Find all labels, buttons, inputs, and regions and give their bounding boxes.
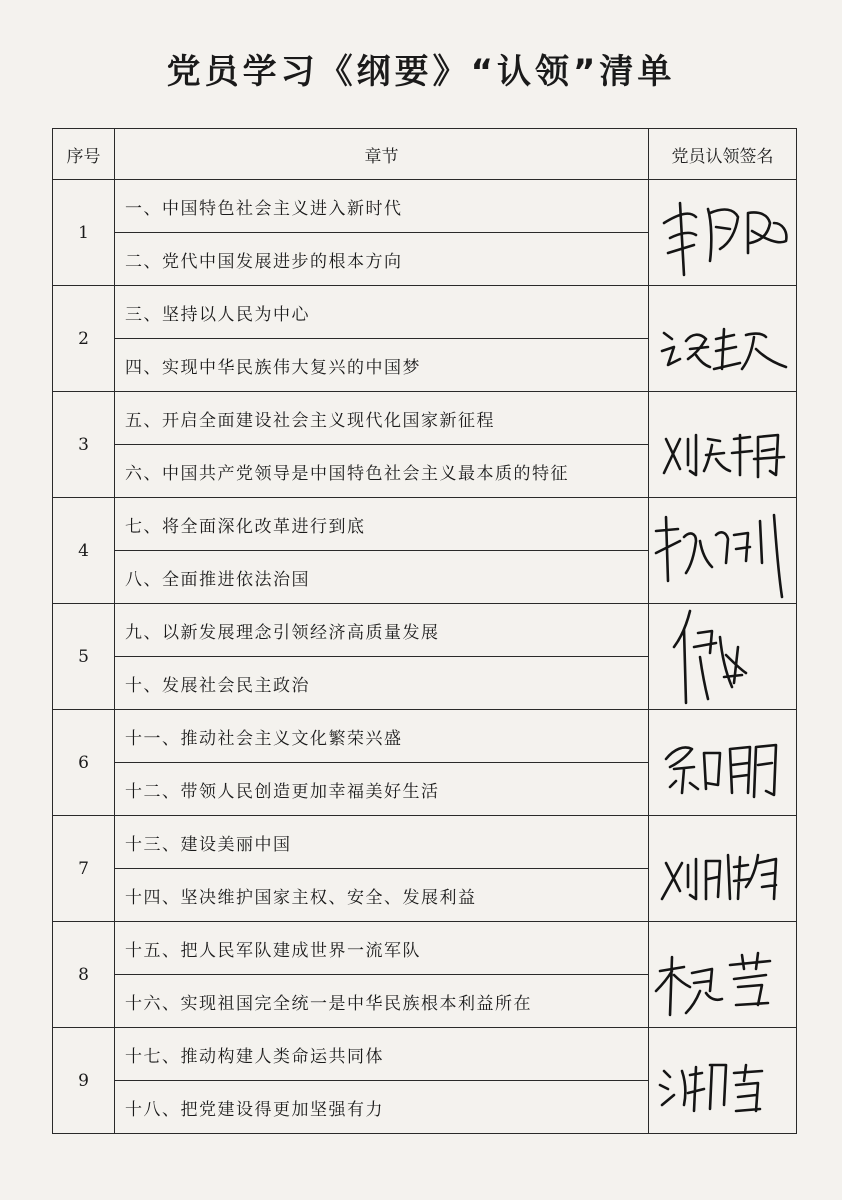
claim-table — [52, 128, 797, 1134]
row-number: 7 — [53, 816, 115, 922]
row-number: 6 — [53, 710, 115, 816]
handwritten-signature — [650, 395, 796, 495]
chapter-cell: 十五、把人民军队建成世界一流军队 — [115, 922, 649, 975]
signature-cell — [649, 392, 797, 498]
chapter-cell: 七、将全面深化改革进行到底 — [115, 498, 649, 551]
page-title: 党员学习《纲要》“认领”清单 — [166, 52, 676, 92]
signature-cell — [649, 710, 797, 816]
row-number: 2 — [53, 286, 115, 392]
chapter-cell: 八、全面推进依法治国 — [115, 551, 649, 604]
signature-cell — [649, 498, 797, 604]
table-row — [53, 286, 797, 339]
handwritten-signature — [650, 925, 796, 1025]
chapter-cell: 十三、建设美丽中国 — [115, 816, 649, 869]
chapter-cell: 十四、坚决维护国家主权、安全、发展利益 — [115, 869, 649, 922]
row-number: 8 — [53, 922, 115, 1028]
row-number: 3 — [53, 392, 115, 498]
chapter-cell: 六、中国共产党领导是中国特色社会主义最本质的特征 — [115, 445, 649, 498]
table-row — [53, 710, 797, 763]
row-number: 5 — [53, 604, 115, 710]
table-row — [53, 392, 797, 445]
handwritten-signature — [650, 607, 796, 707]
table-row — [53, 816, 797, 869]
signature-cell — [649, 180, 797, 286]
handwritten-signature — [650, 183, 796, 283]
table-row — [53, 604, 797, 657]
chapter-cell: 十七、推动构建人类命运共同体 — [115, 1028, 649, 1081]
signature-cell — [649, 816, 797, 922]
chapter-cell: 十一、推动社会主义文化繁荣兴盛 — [115, 710, 649, 763]
row-number: 1 — [53, 180, 115, 286]
table-row — [53, 180, 797, 233]
table-row — [53, 1028, 797, 1081]
row-number: 4 — [53, 498, 115, 604]
chapter-cell: 十、发展社会民主政治 — [115, 657, 649, 710]
table-row — [53, 922, 797, 975]
signature-cell — [649, 604, 797, 710]
header-no: 序号 — [53, 129, 115, 180]
chapter-cell: 二、党代中国发展进步的根本方向 — [115, 233, 649, 286]
row-number: 9 — [53, 1028, 115, 1134]
chapter-cell: 十六、实现祖国完全统一是中华民族根本利益所在 — [115, 975, 649, 1028]
chapter-cell: 四、实现中华民族伟大复兴的中国梦 — [115, 339, 649, 392]
header-row — [53, 129, 797, 180]
signature-cell — [649, 1028, 797, 1134]
chapter-cell: 九、以新发展理念引领经济高质量发展 — [115, 604, 649, 657]
handwritten-signature — [650, 289, 796, 389]
chapter-cell: 一、中国特色社会主义进入新时代 — [115, 180, 649, 233]
header-chapter: 章节 — [115, 129, 649, 180]
header-signature: 党员认领签名 — [649, 129, 797, 180]
chapter-cell: 十二、带领人民创造更加幸福美好生活 — [115, 763, 649, 816]
handwritten-signature — [650, 819, 796, 919]
signature-cell — [649, 922, 797, 1028]
handwritten-signature — [650, 1031, 796, 1131]
chapter-cell: 五、开启全面建设社会主义现代化国家新征程 — [115, 392, 649, 445]
chapter-cell: 十八、把党建设得更加坚强有力 — [115, 1081, 649, 1134]
table-row — [53, 498, 797, 551]
handwritten-signature — [650, 713, 796, 813]
signature-cell — [649, 286, 797, 392]
chapter-cell: 三、坚持以人民为中心 — [115, 286, 649, 339]
handwritten-signature — [650, 501, 796, 601]
